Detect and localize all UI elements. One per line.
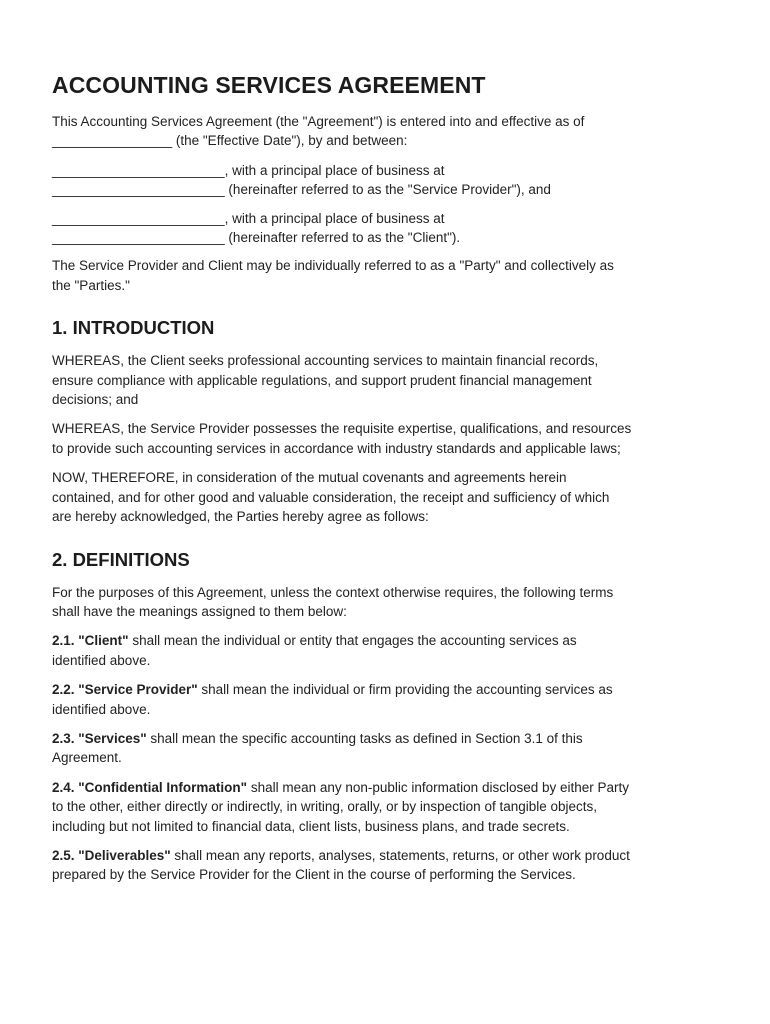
parties-line2: the "Parties." xyxy=(52,277,130,293)
whereas-paragraph-2 xyxy=(52,419,730,458)
definition-confidential-information xyxy=(52,778,730,836)
whereas2-line2: to provide such accounting services in accordance with industry standards and applicable laws; xyxy=(52,440,621,456)
preamble-intro-line2: ________________ (the "Effective Date"), by and between: xyxy=(52,133,408,149)
definition-service-provider xyxy=(52,680,730,719)
definition-term: 2.2. "Service Provider" xyxy=(52,682,198,698)
definitions-intro xyxy=(52,583,730,622)
now-line3: are hereby acknowledged, the Parties hereby agree as follows: xyxy=(52,509,429,525)
definition-term: 2.5. "Deliverables" xyxy=(52,847,171,863)
service-provider-line1: _______________________, with a principal place of business at xyxy=(52,162,445,178)
client-block xyxy=(52,209,730,248)
service-provider-block xyxy=(52,161,730,200)
whereas-paragraph-1 xyxy=(52,351,730,409)
client-line1: _______________________, with a principal place of business at xyxy=(52,210,445,226)
definition-line1: shall mean the individual or firm providing the accounting services as xyxy=(197,682,613,698)
document-title: ACCOUNTING SERVICES AGREEMENT xyxy=(52,72,486,98)
client-text xyxy=(52,209,730,248)
definition-line2: identified above. xyxy=(52,652,151,668)
definition-line1: shall mean the specific accounting tasks as defined in Section 3.1 of this xyxy=(146,730,583,746)
preamble-intro-line1: This Accounting Services Agreement (the "Agreement") is entered into and effective as of xyxy=(52,114,585,129)
definition-line1: shall mean the individual or entity that engages the accounting services as xyxy=(128,633,577,649)
now-line2: contained, and for other good and valuable consideration, the receipt and sufficiency of which xyxy=(52,489,610,505)
definitions-intro-line1: For the purposes of this Agreement, unless the context otherwise requires, the following terms xyxy=(52,584,614,600)
definitions-intro-line2: shall have the meanings assigned to them below: xyxy=(52,603,347,619)
definition-line3: including but not limited to financial data, client lists, business plans, and trade secrets. xyxy=(52,818,570,834)
whereas1-line2: ensure compliance with applicable regulations, and support prudent financial management xyxy=(52,372,592,388)
whereas1-line3: decisions; and xyxy=(52,392,139,408)
definition-term: 2.1. "Client" xyxy=(52,633,129,649)
definition-line1: shall mean any reports, analyses, statements, returns, or other work product xyxy=(170,847,630,863)
whereas1-line1: WHEREAS, the Client seeks professional accounting services to maintain financial records, xyxy=(52,353,599,369)
definition-line1: shall mean any non-public information disclosed by either Party xyxy=(247,779,630,795)
definition-deliverables xyxy=(52,846,730,885)
introduction-heading: 1. INTRODUCTION xyxy=(52,317,215,339)
client-line2: _______________________ (hereinafter referred to as the "Client"). xyxy=(52,230,461,246)
service-provider-text xyxy=(52,161,730,200)
definition-services xyxy=(52,729,730,768)
definition-client xyxy=(52,631,730,670)
definition-line2: Agreement. xyxy=(52,750,122,766)
definition-line2: prepared by the Service Provider for the Client in the course of performing the Services. xyxy=(52,867,576,883)
definition-term: 2.4. "Confidential Information" xyxy=(52,779,248,795)
now-therefore-paragraph xyxy=(52,468,730,526)
whereas2-line1: WHEREAS, the Service Provider possesses the requisite expertise, qualifications, and resources xyxy=(52,421,632,437)
definition-line2: to the other, either directly or indirectly, in writing, orally, or by inspection of tangible objects, xyxy=(52,799,598,815)
definition-line2: identified above. xyxy=(52,701,151,717)
preamble-intro xyxy=(52,112,730,151)
definitions-heading: 2. DEFINITIONS xyxy=(52,548,190,570)
now-line1: NOW, THEREFORE, in consideration of the mutual covenants and agreements herein xyxy=(52,470,567,486)
parties-line1: The Service Provider and Client may be individually referred to as a "Party" and collectively as xyxy=(52,258,614,274)
service-provider-line2: _______________________ (hereinafter referred to as the "Service Provider"), and xyxy=(52,182,551,198)
parties-paragraph xyxy=(52,256,730,295)
definition-term: 2.3. "Services" xyxy=(52,730,147,746)
